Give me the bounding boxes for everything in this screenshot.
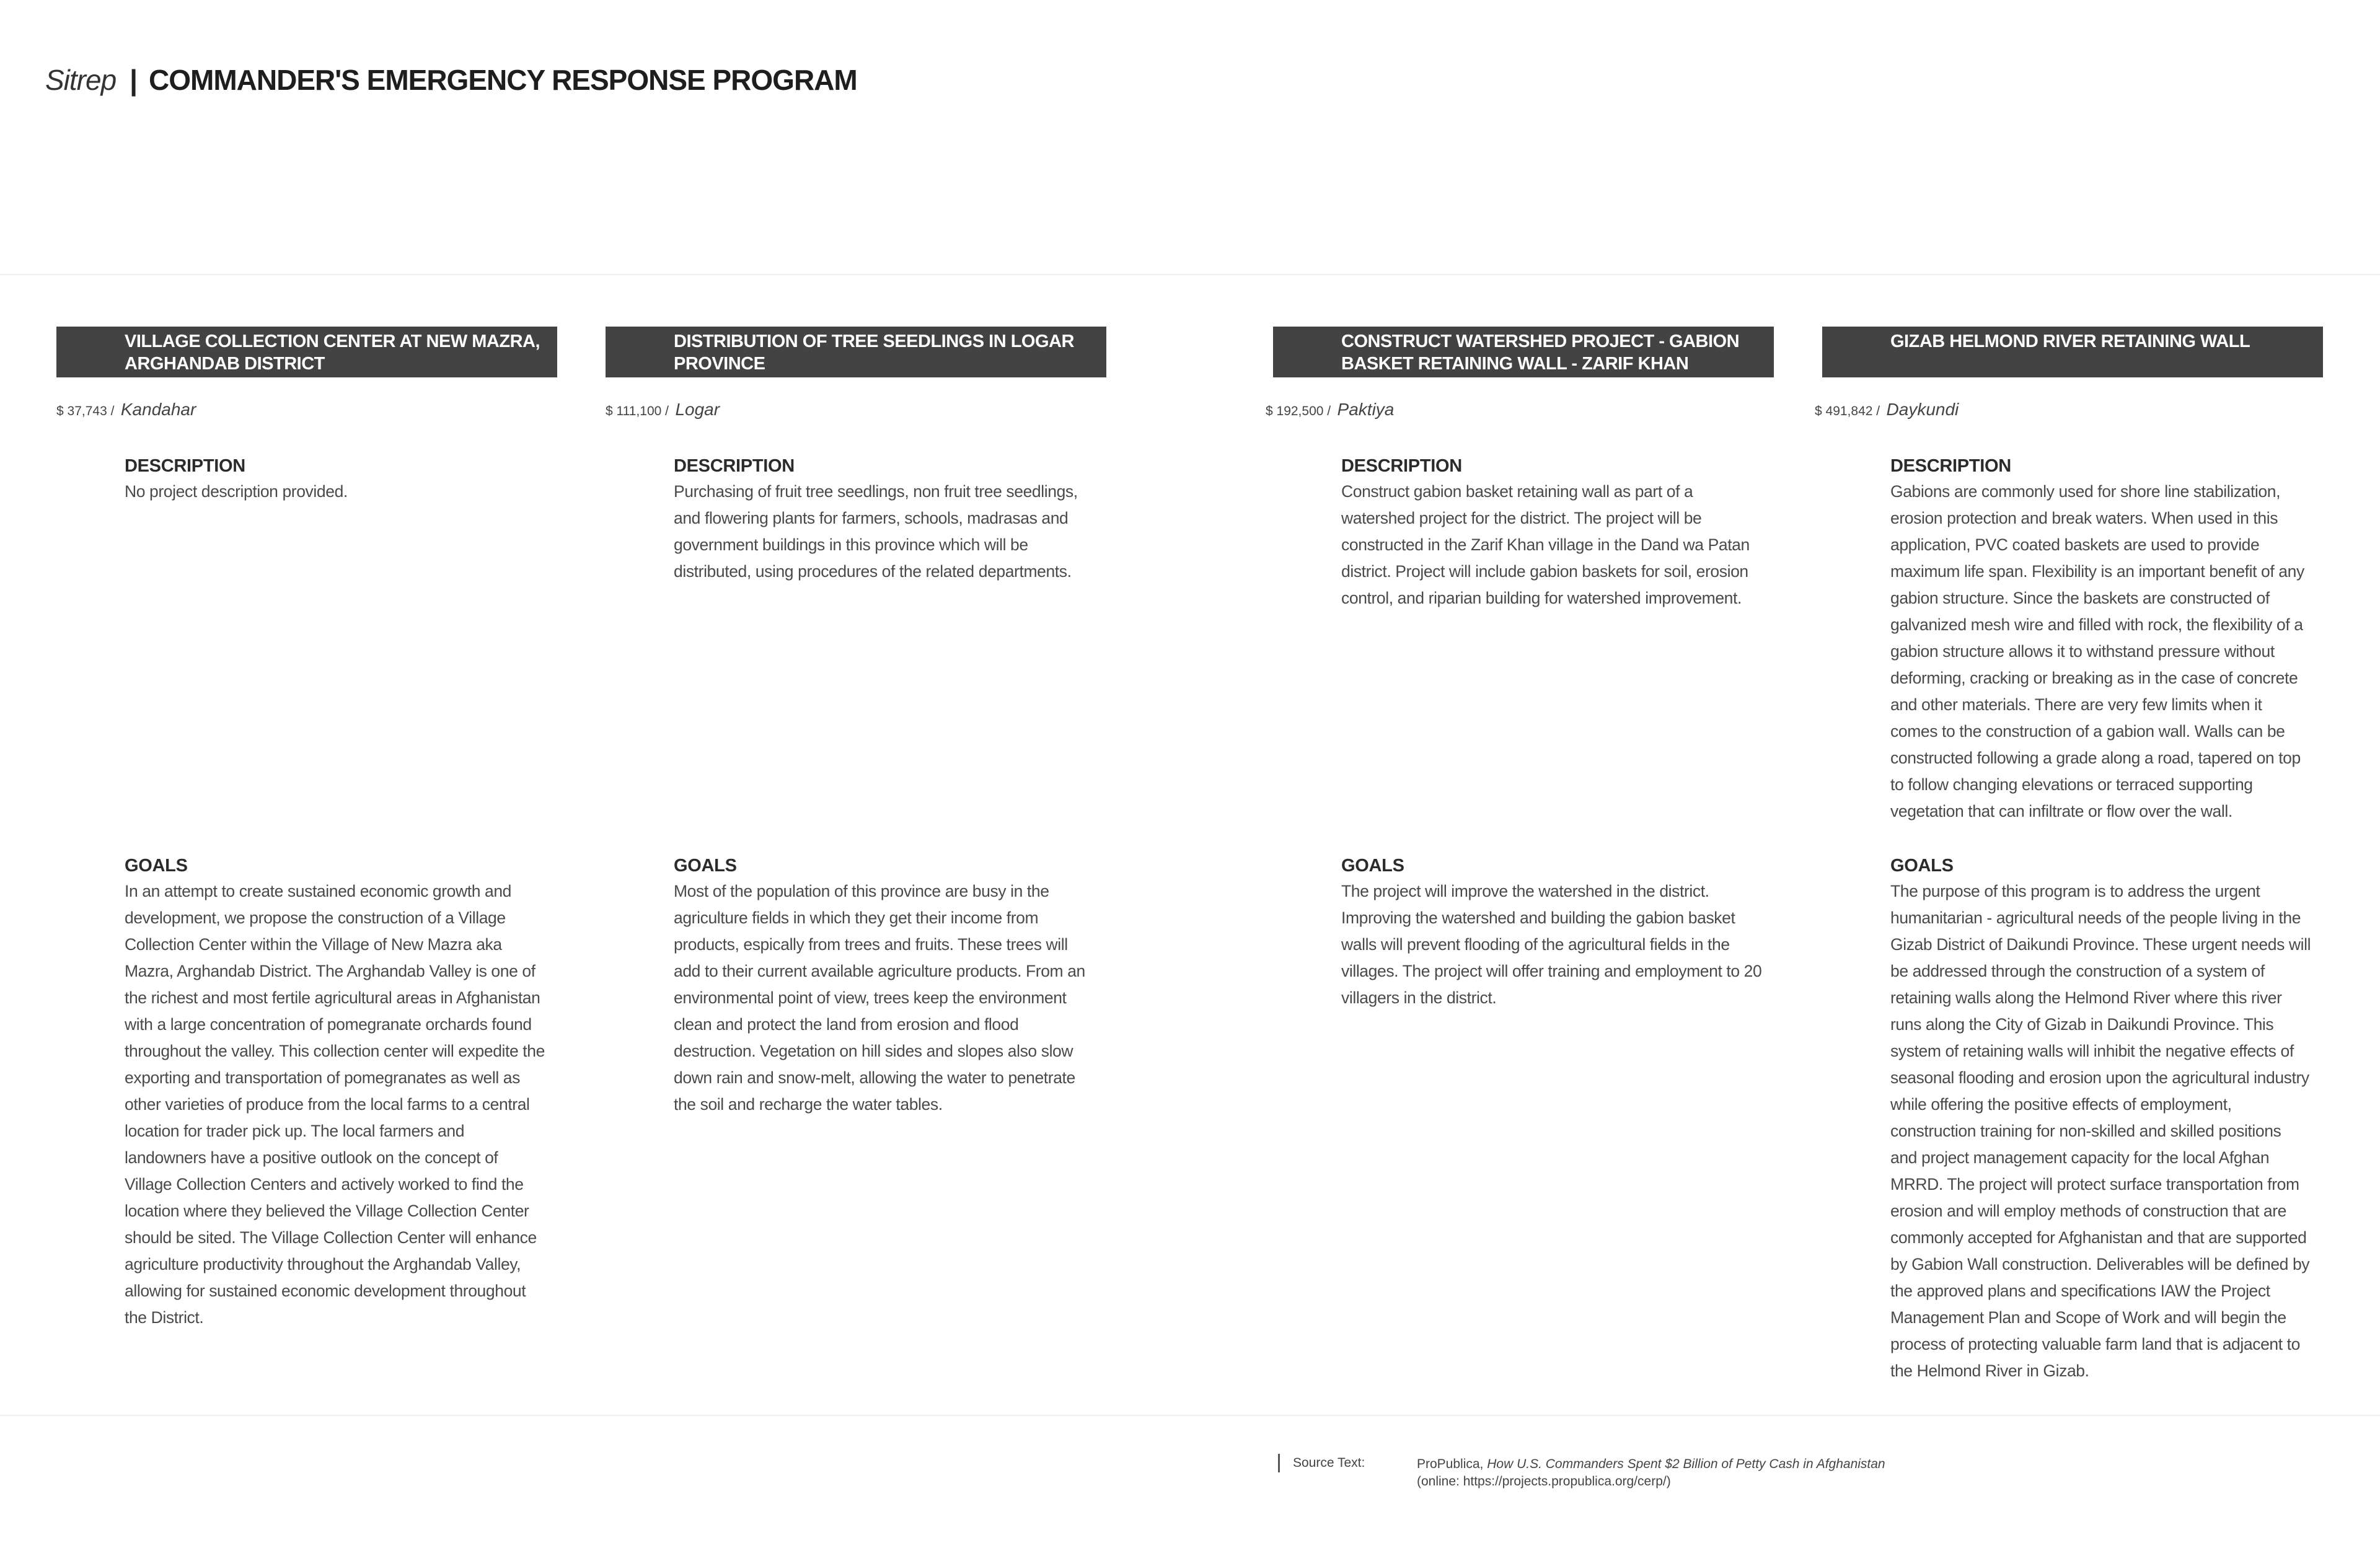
top-divider xyxy=(0,274,2380,275)
description-section xyxy=(674,454,1095,585)
goals-text: Most of the population of this province are busy in the agriculture fields in which they get their income from products, espically from trees and fruits. These trees will add to their current available agriculture products. From an environmental point of view, trees keep the environment clean and protect the land from erosion and flood destruction. Vegetation on hill sides and slopes also slow down rain and snow-melt, allowing the water to penetrate the soil and recharge the water tables. xyxy=(674,882,1085,1114)
description-text: Purchasing of fruit tree seedlings, non fruit tree seedlings, and flowering plants for farmers, schools, madrasas and government buildings in this province which will be distributed, using procedures of the related departments. xyxy=(674,482,1078,581)
project-amount: $ 491,842 / xyxy=(1815,404,1880,418)
source-article-title: How U.S. Commanders Spent $2 Billion of Petty Cash in Afghanistan xyxy=(1487,1457,1885,1471)
goals-text: In an attempt to create sustained economic growth and development, we propose the construction of a Village Collection Center within the Village of New Mazra aka Mazra, Arghandab District. The Arghandab Valley is one of the richest and most fertile agricultural areas in Afghanistan with a large concentration of pomegranate orchards found throughout the valley. This collection center will expedite the exporting and transportation of pomegranates as well as other varieties of produce from the local farms to a central location for trader pick up. The local farmers and landowners have a positive outlook on the concept of Village Collection Centers and actively worked to find the location where they believed the Village Collection Center should be sited. The Village Collection Center will enhance agriculture productivity throughout the Arghandab Valley, allowing for sustained economic development throughout the District. xyxy=(125,882,545,1327)
header-separator: | xyxy=(130,64,138,96)
page-header xyxy=(45,58,857,102)
project-title: DISTRIBUTION OF TREE SEEDLINGS IN LOGAR PROVINCE xyxy=(674,332,1074,374)
goals-section xyxy=(674,853,1095,1118)
sitrep-label: Sitrep xyxy=(45,64,117,96)
project-funding-row xyxy=(1815,400,1959,420)
page-title: COMMANDER'S EMERGENCY RESPONSE PROGRAM xyxy=(149,64,857,96)
project-amount: $ 111,100 / xyxy=(606,404,669,418)
description-text: No project description provided. xyxy=(125,482,348,501)
project-province: Logar xyxy=(675,400,720,419)
description-section xyxy=(1341,454,1763,612)
project-title-banner xyxy=(1822,327,2323,377)
project-province: Paktiya xyxy=(1337,400,1395,419)
goals-heading: GOALS xyxy=(674,856,737,876)
project-title-banner xyxy=(56,327,557,377)
source-publisher: ProPublica, xyxy=(1417,1457,1488,1471)
description-text: Construct gabion basket retaining wall as part of a watershed project for the district. The project will be constructed in the Zarif Khan village in the Dand wa Patan district. Project will include gabion baskets for soil, erosion control, and riparian building for watershed improvement. xyxy=(1341,482,1750,607)
goals-heading: GOALS xyxy=(1890,856,1954,876)
source-url: (online: https://projects.propublica.org/cerp/) xyxy=(1417,1474,1671,1489)
goals-section xyxy=(1341,853,1763,1011)
source-marker xyxy=(1278,1454,1280,1472)
project-funding-row xyxy=(1266,400,1394,420)
source-label: Source Text: xyxy=(1293,1456,1365,1470)
bottom-divider xyxy=(0,1415,2380,1416)
source-citation xyxy=(1417,1456,1885,1490)
project-title: VILLAGE COLLECTION CENTER AT NEW MAZRA, ARGHANDAB DISTRICT xyxy=(125,332,540,374)
project-amount: $ 192,500 / xyxy=(1266,404,1331,418)
description-heading: DESCRIPTION xyxy=(674,456,795,476)
project-funding-row xyxy=(56,400,196,420)
project-title-banner xyxy=(606,327,1106,377)
project-amount: $ 37,743 / xyxy=(56,404,115,418)
project-title: CONSTRUCT WATERSHED PROJECT - GABION BASKET RETAINING WALL - ZARIF KHAN VILLAGE xyxy=(1341,332,1740,396)
goals-text: The project will improve the watershed in the district. Improving the watershed and building the gabion basket walls will prevent flooding of the agricultural fields in the villages. The project will offer training and employment to 20 villagers in the district. xyxy=(1341,882,1762,1007)
project-funding-row xyxy=(606,400,720,420)
goals-heading: GOALS xyxy=(1341,856,1404,876)
description-heading: DESCRIPTION xyxy=(1341,456,1462,476)
project-title: GIZAB HELMOND RIVER RETAINING WALL xyxy=(1890,332,2250,351)
goals-text: The purpose of this program is to address the urgent humanitarian - agricultural needs of the people living in the Gizab District of Daikundi Province. These urgent needs will be addressed through the construction of a system of retaining walls along the Helmond River where this river runs along the City of Gizab in Daikundi Province. This system of retaining walls will inhibit the negative effects of seasonal flooding and erosion upon the agricultural industry while offering the positive effects of employment, construction training for non-skilled and skilled positions and project management capacity for the local Afghan MRRD. The project will protect surface transportation from erosion and will employ methods of construction that are commonly accepted for Afghanistan and that are supported by Gabion Wall construction. Deliverables will be defined by the approved plans and specifications IAW the Project Management Plan and Scope of Work and will begin the process of protecting valuable farm land that is adjacent to the Helmond River in Gizab. xyxy=(1890,882,2311,1380)
project-province: Daykundi xyxy=(1886,400,1959,419)
description-text: Gabions are commonly used for shore line stabilization, erosion protection and break waters. When used in this application, PVC coated baskets are used to provide maximum life span. Flexibility is an important benefit of any gabion structure. Since the baskets are constructed of galvanized mesh wire and filled with rock, the flexibility of a gabion structure allows it to withstand pressure without deforming, cracking or breaking as in the case of concrete and other materials. There are very few limits when it comes to the construction of a gabion wall. Walls can be constructed following a grade along a road, tapered on top to follow changing elevations or terraced supporting vegetation that can infiltrate or flow over the wall. xyxy=(1890,482,2304,820)
project-province: Kandahar xyxy=(120,400,196,419)
description-section xyxy=(125,454,546,505)
goals-section xyxy=(125,853,546,1331)
goals-heading: GOALS xyxy=(125,856,188,876)
description-heading: DESCRIPTION xyxy=(1890,456,2011,476)
description-heading: DESCRIPTION xyxy=(125,456,245,476)
goals-section xyxy=(1890,853,2312,1384)
description-section xyxy=(1890,454,2312,825)
project-title-banner xyxy=(1273,327,1774,396)
